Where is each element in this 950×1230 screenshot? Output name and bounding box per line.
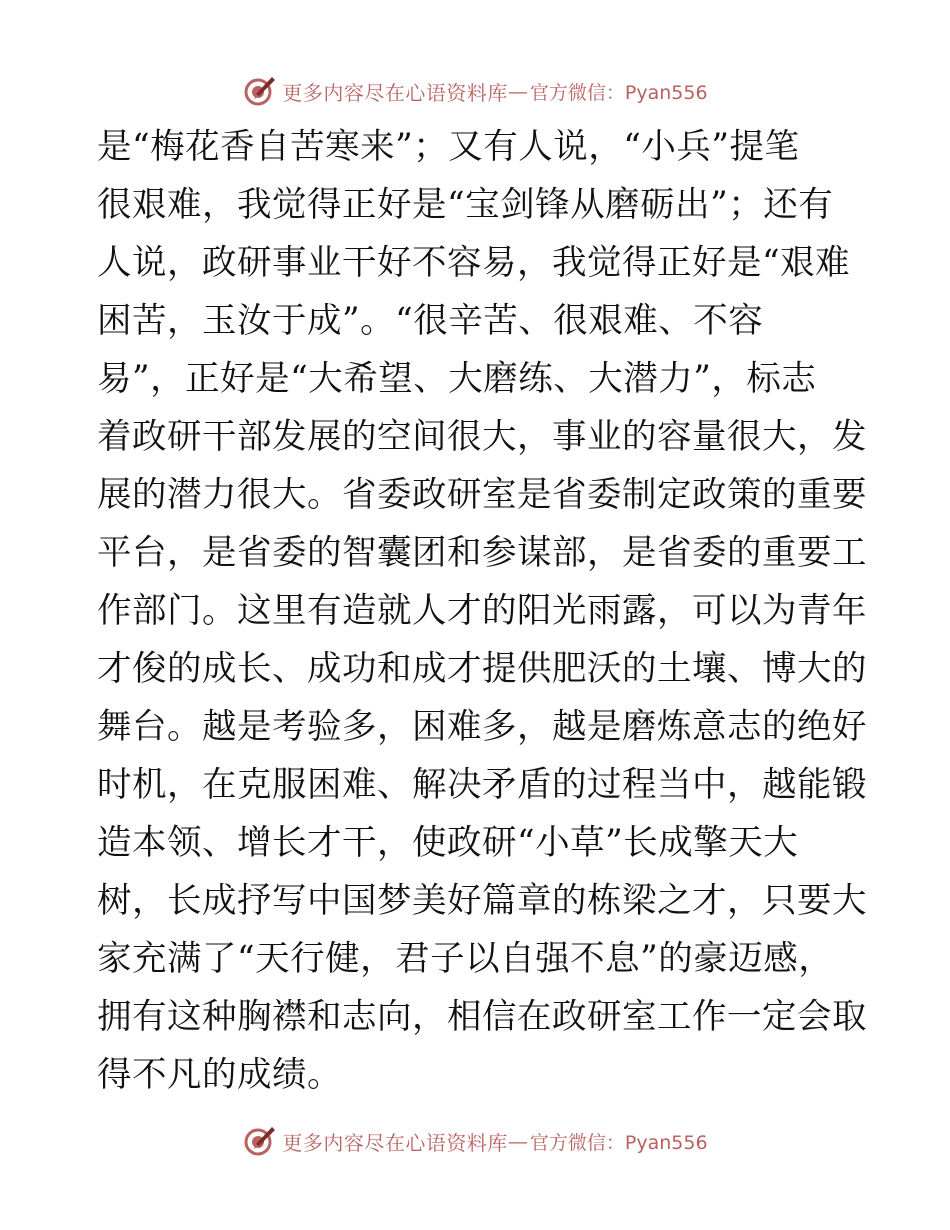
footer-wechat-text: 官方微信：Pyan556 bbox=[529, 1131, 708, 1154]
body-line: 展的潜力很大。省委政研室是省委制定政策的重要 bbox=[97, 475, 867, 515]
footer-brand-text: 更多内容尽在心语资料库 bbox=[282, 1130, 508, 1155]
page-header-banner bbox=[0, 71, 950, 111]
header-wechat-text: 官方微信：Pyan556 bbox=[529, 81, 708, 104]
body-line: 时机，在克服困难、解决矛盾的过程当中，越能锻 bbox=[97, 765, 867, 805]
document-body bbox=[97, 118, 867, 1104]
body-line: 平台，是省委的智囊团和参谋部，是省委的重要工 bbox=[97, 533, 867, 573]
body-line: 得不凡的成绩。 bbox=[97, 1055, 342, 1095]
footer-separator: — bbox=[507, 1129, 528, 1153]
header-brand-text: 更多内容尽在心语资料库 bbox=[282, 80, 508, 105]
body-line: 树，长成抒写中国梦美好篇章的栋梁之才，只要大 bbox=[97, 881, 867, 921]
body-line: 着政研干部发展的空间很大，事业的容量很大，发 bbox=[97, 417, 867, 457]
header-separator: — bbox=[507, 79, 528, 103]
page-footer-banner bbox=[0, 1121, 950, 1161]
body-line: 是“梅花香自苦寒来”；又有人说，“小兵”提笔 bbox=[97, 127, 800, 167]
body-line: 拥有这种胸襟和志向，相信在政研室工作一定会取 bbox=[97, 997, 867, 1037]
body-line: 作部门。这里有造就人才的阳光雨露，可以为青年 bbox=[97, 591, 867, 631]
body-line: 困苦，玉汝于成”。“很辛苦、很艰难、不容 bbox=[97, 301, 764, 341]
body-line: 很艰难，我觉得正好是“宝剑锋从磨砺出”；还有 bbox=[97, 185, 834, 225]
body-line: 家充满了“天行健，君子以自强不息”的豪迈感， bbox=[97, 939, 834, 979]
body-line: 人说，政研事业干好不容易，我觉得正好是“艰难 bbox=[97, 243, 851, 283]
pen-nib-circle-logo-icon bbox=[242, 74, 276, 108]
footer-banner-text bbox=[282, 1127, 707, 1156]
body-line: 舞台。越是考验多，困难多，越是磨炼意志的绝好 bbox=[97, 707, 867, 747]
body-line: 易”，正好是“大希望、大磨练、大潜力”，标志 bbox=[97, 359, 817, 399]
body-line: 才俊的成长、成功和成才提供肥沃的土壤、博大的 bbox=[97, 649, 867, 689]
pen-nib-circle-logo-icon bbox=[242, 1124, 276, 1158]
body-line: 造本领、增长才干，使政研“小草”长成擎天大 bbox=[97, 823, 799, 863]
header-banner-text bbox=[282, 77, 707, 106]
